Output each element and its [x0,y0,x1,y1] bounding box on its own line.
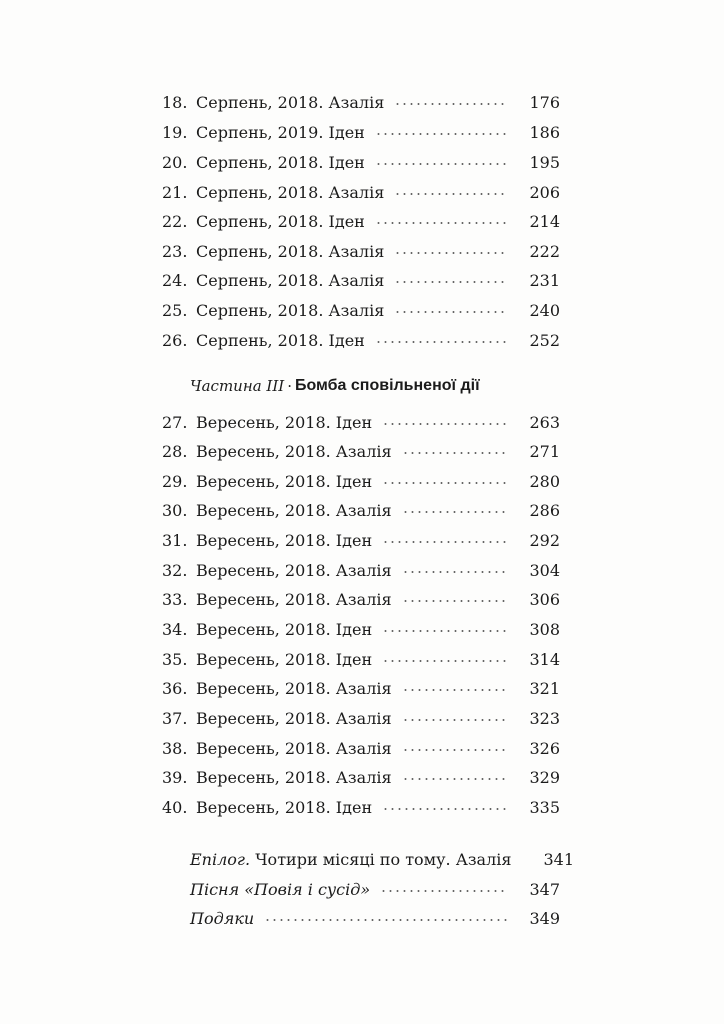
chapter-number: 18. [162,92,188,112]
chapter-title: Вересень, 2018. Іден [196,649,373,669]
page-number: 222 [529,241,560,261]
page-number: 252 [529,330,560,350]
page-number: 231 [529,270,560,290]
page-number: 321 [529,678,560,698]
dot-leader [402,452,508,454]
toc-entry [162,703,560,733]
chapter-number: 40. [162,797,188,817]
dot-leader [394,103,507,105]
chapter-number: 25. [162,300,188,320]
chapter-number: 35. [162,649,188,669]
toc-entry [162,325,560,355]
chapter-number: 22. [162,211,188,231]
chapter-title: Вересень, 2018. Азалія [196,560,392,580]
chapter-title: Серпень, 2019. Іден [196,122,365,142]
toc-entry [162,584,560,614]
chapter-title: Серпень, 2018. Азалія [196,182,385,202]
chapter-number: 36. [162,678,188,698]
toc-entry [162,525,560,555]
chapter-number: 31. [162,530,188,550]
chapter-title: Серпень, 2018. Азалія [196,92,385,112]
page-number: 195 [529,152,560,172]
dot-leader [402,571,508,573]
page-number: 214 [529,211,560,231]
page-number: 335 [529,797,560,817]
chapter-number: 28. [162,441,188,461]
toc-entry-epilogue [190,844,575,874]
chapter-number: 37. [162,708,188,728]
chapter-number: 30. [162,500,188,520]
epilogue-title: Чотири місяці по тому. Азалія [255,849,512,869]
chapter-number: 19. [162,122,188,142]
toc-entry [162,762,560,792]
dot-leader [380,890,507,892]
page-number: 206 [529,182,560,202]
dot-leader [402,719,508,721]
dot-leader [382,630,507,632]
chapter-title: Вересень, 2018. Іден [196,619,373,639]
page-number: 323 [529,708,560,728]
toc-entry-acknowledgements [190,903,560,933]
back-matter-label: Пісня «Повія і сусід» [190,879,371,899]
toc-entry [162,673,560,703]
toc-entry [162,265,560,295]
page-number: 280 [529,471,560,491]
dot-leader [382,423,507,425]
toc-entry [162,466,560,496]
dot-leader [375,163,508,165]
part-title: Бомба сповільненої дії [294,377,480,394]
toc-entry [162,295,560,325]
chapter-title: Серпень, 2018. Іден [196,211,365,231]
toc-entry [162,206,560,236]
part-label: Частина III [190,377,285,395]
dot-leader [375,341,508,343]
chapter-number: 27. [162,412,188,432]
toc-entry [162,236,560,266]
chapter-title: Вересень, 2018. Азалія [196,738,392,758]
chapter-title: Вересень, 2018. Азалія [196,678,392,698]
dot-leader [402,778,508,780]
page-number: 240 [529,300,560,320]
toc-entry [162,614,560,644]
toc-entry [162,555,560,585]
page-number: 326 [529,738,560,758]
dot-leader [375,133,508,135]
chapter-title: Серпень, 2018. Іден [196,330,365,350]
chapter-number: 20. [162,152,188,172]
dot-leader [382,808,507,810]
part-heading [190,371,480,401]
dot-leader [375,222,508,224]
page-number: 341 [543,849,575,869]
page-number: 347 [529,879,560,899]
dot-leader [394,252,507,254]
toc-entry [162,147,560,177]
toc-entry [162,792,560,822]
toc-entry [162,117,560,147]
page-number: 263 [529,412,560,432]
chapter-title: Вересень, 2018. Іден [196,471,373,491]
page-number: 329 [529,767,560,787]
back-matter-label: Епілог. [190,849,251,869]
back-matter-title [190,850,521,869]
chapter-number: 26. [162,330,188,350]
page-number: 308 [529,619,560,639]
dot-leader [394,281,507,283]
chapter-title: Вересень, 2018. Азалія [196,589,392,609]
page-number: 186 [529,122,560,142]
toc-entry [162,177,560,207]
chapter-title: Вересень, 2018. Азалія [196,441,392,461]
chapter-title: Вересень, 2018. Азалія [196,767,392,787]
chapter-title: Вересень, 2018. Азалія [196,500,392,520]
chapter-title: Серпень, 2018. Іден [196,152,365,172]
back-matter-label: Подяки [190,908,255,928]
chapter-number: 23. [162,241,188,261]
page-number: 304 [529,560,560,580]
chapter-number: 39. [162,767,188,787]
toc-entry [162,407,560,437]
page-number: 176 [529,92,560,112]
toc-entry [162,733,560,763]
chapter-title: Вересень, 2018. Іден [196,412,373,432]
chapter-title: Вересень, 2018. Азалія [196,708,392,728]
chapter-title: Серпень, 2018. Азалія [196,270,385,290]
dot-leader [382,482,507,484]
page-number: 349 [529,908,560,928]
dot-leader [402,689,508,691]
page-number: 292 [529,530,560,550]
toc-entry [162,87,560,117]
chapter-number: 21. [162,182,188,202]
toc-entry-song [190,874,560,904]
part-separator: · [287,377,292,395]
dot-leader [382,660,507,662]
dot-leader [402,600,508,602]
chapter-number: 33. [162,589,188,609]
chapter-title: Вересень, 2018. Іден [196,797,373,817]
toc-entry [162,495,560,525]
page-number: 286 [529,500,560,520]
dot-leader [382,541,507,543]
chapter-number: 29. [162,471,188,491]
toc-entry [162,436,560,466]
dot-leader [402,749,508,751]
chapter-number: 32. [162,560,188,580]
chapter-number: 34. [162,619,188,639]
page-number: 314 [529,649,560,669]
dot-leader [394,193,507,195]
chapter-title: Серпень, 2018. Азалія [196,241,385,261]
toc-entry [162,644,560,674]
chapter-title: Серпень, 2018. Азалія [196,300,385,320]
page-number: 271 [529,441,560,461]
dot-leader [264,919,507,921]
chapter-title: Вересень, 2018. Іден [196,530,373,550]
chapter-number: 38. [162,738,188,758]
dot-leader [394,311,507,313]
dot-leader [402,511,508,513]
page-number: 306 [529,589,560,609]
chapter-number: 24. [162,270,188,290]
